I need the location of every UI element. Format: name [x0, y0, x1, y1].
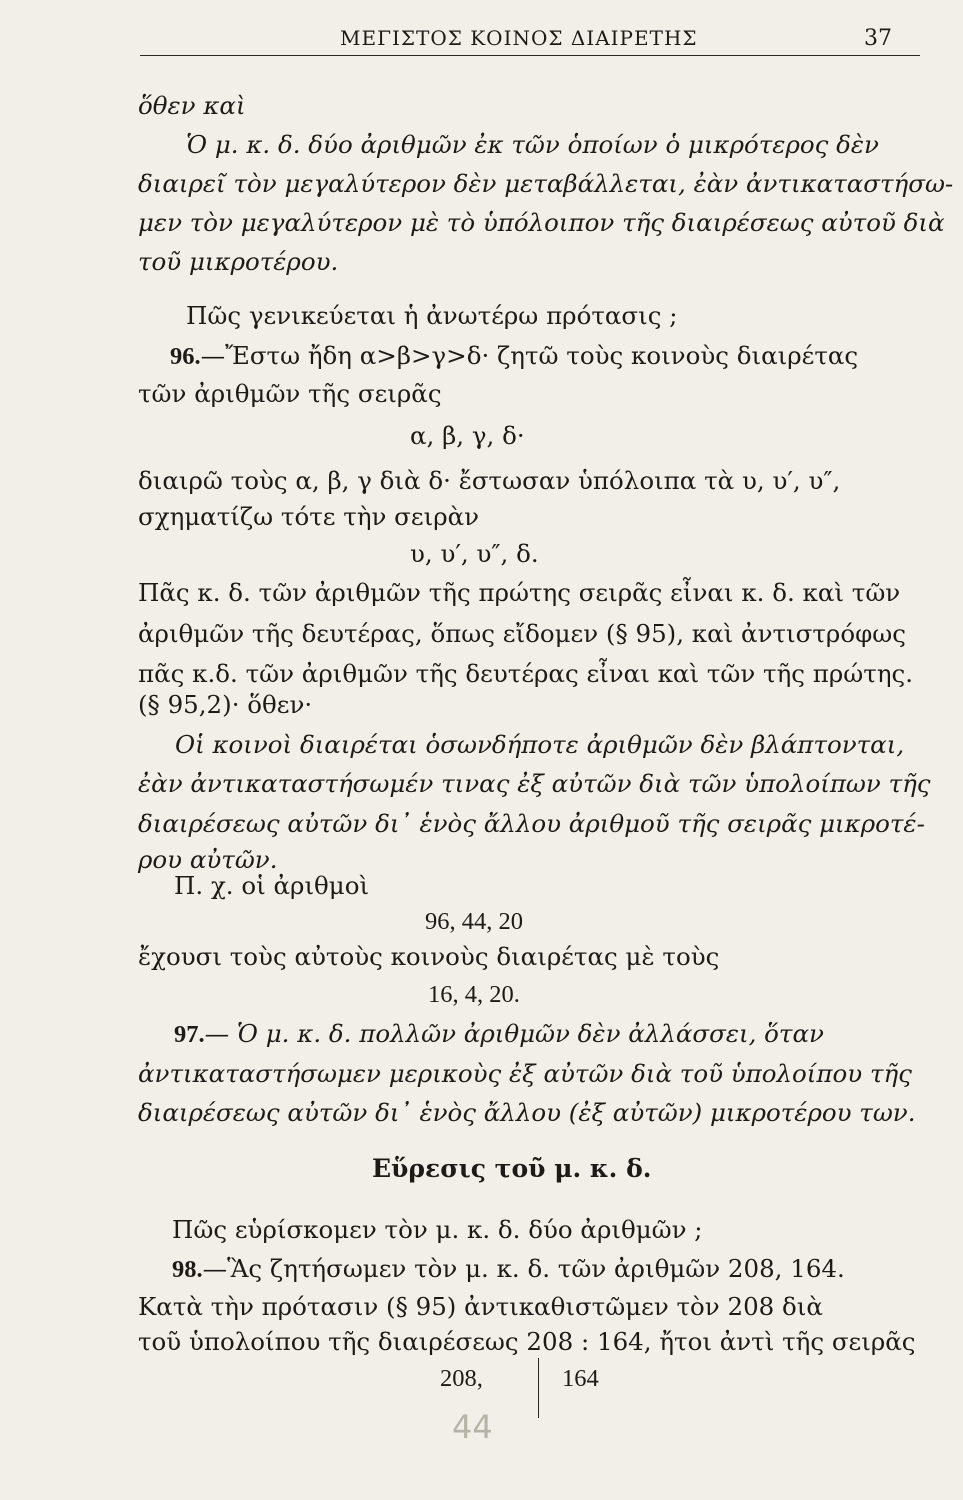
question-line: Πῶς γενικεύεται ἡ ἀνωτέρω πρότασις ; [186, 301, 678, 330]
example-line: Π. χ. οἱ ἀριθμοὶ [174, 871, 370, 900]
text-line: σχηματίζω τότε τὴν σειρὰν [138, 502, 480, 531]
theorem-line: Ὁ μ. κ. δ. δύο ἀριθμῶν ἐκ τῶν ὁποίων ὁ μικρότερος δὲν [186, 130, 879, 159]
paragraph-97-line: 97.— Ὁ μ. κ. δ. πολλῶν ἀριθμῶν δὲν ἀλλάσσει, ὅταν [174, 1019, 824, 1048]
division-bar [538, 1358, 539, 1418]
text-line: (§ 95,2)· ὅθεν· [138, 690, 313, 719]
text-line: τῶν ἀριθμῶν τῆς σειρᾶς [138, 379, 442, 408]
pencil-annotation: 44 [452, 1408, 493, 1446]
theorem-line: ρου αὐτῶν. [138, 845, 278, 874]
theorem-line: ἀντικαταστήσωμεν μερικοὺς ἐξ αὐτῶν διὰ τοῦ ὑπολοίπου τῆς [138, 1059, 912, 1088]
paragraph-number: 98. [172, 1256, 203, 1283]
theorem-line: διαιρεῖ τὸν μεγαλύτερον δὲν μεταβάλλεται, ἐὰν ἀντικαταστήσω- [138, 169, 954, 198]
number-164: 164 [562, 1365, 599, 1392]
header-rule [140, 55, 920, 56]
text-line: ἀριθμῶν τῆς δευτέρας, ὅπως εἴδομεν (§ 95), καὶ ἀντιστρόφως [138, 619, 906, 648]
text-line: Πᾶς κ. δ. τῶν ἀριθμῶν τῆς πρώτης σειρᾶς εἶναι κ. δ. καὶ τῶν [138, 578, 901, 607]
theorem-line: διαιρέσεως αὐτῶν δι᾽ ἑνὸς ἄλλου ἀριθμοῦ τῆς σειρᾶς μικροτέ- [138, 809, 925, 838]
series-line: υ, υ′, υ″, δ. [410, 539, 539, 568]
text-line: τοῦ ὑπολοίπου τῆς διαιρέσεως 208 : 164, ἤτοι ἀντὶ τῆς σειρᾶς [138, 1327, 916, 1356]
paragraph-number: 96. [170, 343, 201, 370]
number-208: 208, [440, 1365, 483, 1392]
theorem-line: διαιρέσεως αὐτῶν δι᾽ ἑνὸς ἄλλου (ἐξ αὐτῶν) μικροτέρου των. [138, 1098, 916, 1127]
text-line: ἔχουσι τοὺς αὐτοὺς κοινοὺς διαιρέτας μὲ τοὺς [138, 942, 720, 971]
question-line: Πῶς εὑρίσκομεν τὸν μ. κ. δ. δύο ἀριθμῶν ; [172, 1215, 703, 1244]
text-line: διαιρῶ τοὺς α, β, γ διὰ δ· ἔστωσαν ὑπόλοιπα τὰ υ, υ′, υ″, [138, 466, 841, 495]
running-title: ΜΕΓΙΣΤΟΣ ΚΟΙΝΟΣ ΔΙΑΙΡΕΤΗΣ [340, 26, 698, 50]
text-line: ὅθεν καὶ [138, 91, 246, 120]
series-line: α, β, γ, δ· [410, 421, 525, 450]
theorem-line: μεν τὸν μεγαλύτερον μὲ τὸ ὑπόλοιπον τῆς διαιρέσεως αὐτοῦ διὰ [138, 208, 945, 237]
theorem-line: Οἱ κοινοὶ διαιρέται ὁσωνδήποτε ἀριθμῶν δὲν βλάπτονται, [175, 730, 905, 759]
section-heading: Εὕρεσις τοῦ μ. κ. δ. [372, 1154, 652, 1183]
numbers-line: 96, 44, 20 [425, 908, 523, 935]
numbers-line: 16, 4, 20. [428, 981, 520, 1008]
paragraph-96-line: 96.—Ἔστω ἤδη α>β>γ>δ· ζητῶ τοὺς κοινοὺς διαιρέτας [170, 341, 859, 370]
page-number: 37 [864, 26, 892, 51]
text-line: Κατὰ τὴν πρότασιν (§ 95) ἀντικαθιστῶμεν τὸν 208 διὰ [138, 1292, 823, 1321]
paragraph-98-line: 98.—Ἃς ζητήσωμεν τὸν μ. κ. δ. τῶν ἀριθμῶν 208, 164. [172, 1254, 845, 1283]
text-line: πᾶς κ.δ. τῶν ἀριθμῶν τῆς δευτέρας εἶναι καὶ τῶν τῆς πρώτης. [138, 659, 914, 688]
paragraph-number: 97. [174, 1021, 205, 1048]
theorem-line: ἐὰν ἀντικαταστήσωμέν τινας ἐξ αὐτῶν διὰ τῶν ὑπολοίπων τῆς [138, 769, 931, 798]
theorem-line: τοῦ μικροτέρου. [138, 247, 339, 276]
